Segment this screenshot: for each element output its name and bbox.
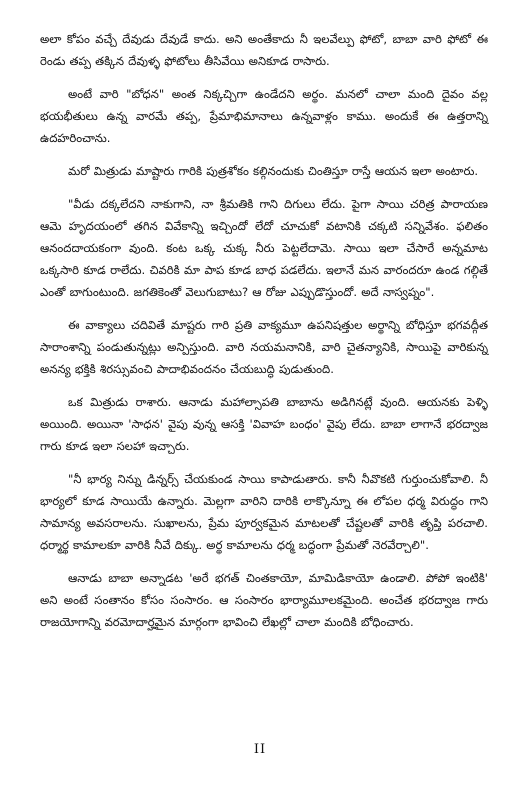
- body-paragraph-2: అంటే వారి "బోధన" అంత నిక్కచ్చిగా ఉండేదని అర్థం. మనలో చాలా మంది దైవం వల్ల భయభీతులు ఉన్న వారమే తప్ప, ప్రేమాభిమానాలు ఉన్నవాళ్లం కాము. అందుకే ఈ ఉత్తరాన్ని ఉదహరించాను.: [40, 87, 488, 145]
- body-paragraph-6: ఒక మిత్రుడు రాశారు. ఆనాడు మహాల్సాపతి బాబాను అడిగినట్లే వుంది. ఆయనకు పెళ్ళి అయింది. అయినా 'సాధన' వైపు వున్న ఆసక్తి 'వివాహ బంధం' వైపు లేదు. బాబా లాగానే భరద్వాజ గారు కూడ ఇలా సలహా ఇచ్చారు.: [40, 395, 488, 453]
- quoted-letter-paragraph-1: "వీడు దక్కలేదని నాకుగాని, నా శ్రీమతికి గాని దిగులు లేదు. పైగా సాయి చరిత్ర పారాయణ ఆమె హృదయంలో తగిన వివేకాన్ని ఇచ్చిందో లేదో చూచుకో వటానికి చక్కటి సన్నివేశం. ఫలితం ఆనందదాయకంగా వుంది. కంట ఒక్క చుక్క నీరు పెట్టలేదామె. సాయి ఇలా చేసారే అన్నమాట ఒక్కసారి కూడ రాలేదు. చివరికి మా పాప కూడ బాధ పడలేదు. ఇలానే మన వారందరూ ఉండ గల్గితే ఎంతో బాగుంటుంది. జగతికెంతో వెలుగుబాటు? ఆ రోజు ఎప్పుడొస్తుందో. అదే నాస్వప్నం".: [40, 197, 488, 299]
- body-paragraph-1: అలా కోపం వచ్చే దేవుడు దేవుడే కాదు. అని అంతేకాదు నీ ఇలవేల్పు ఫోటో, బాబా వారి ఫోటో ఈ రెండు తప్ప తక్కిన దేవుళ్ళ ఫోటోలు తీసివేయి అనికూడ రాసారు.: [40, 32, 488, 68]
- body-paragraph-8: ఆనాడు బాబా అన్నాడట 'అరే భగత్ చింతకాయో, మామిడికాయో ఉండాలి. పోపో ఇంటికి' అని అంటే సంతానం కోసం సంసారం. ఆ సంసారం భార్యామూలకమైంది. అంచేత భరద్వాజ గారు రాజయోగాన్ని వరమోదార్హమైన మార్గంగా భావించి లేఖల్లో చాలా మందికి బోధించారు.: [40, 571, 488, 629]
- quoted-letter-paragraph-2: "నీ భార్య నిన్ను డిన్నర్స్ చేయకుండ సాయి కాపాడుతారు. కానీ నీవొకటి గుర్తుంచుకోవాలి. నీ భార్యలో కూడ సాయియే ఉన్నారు. మెల్లగా వారిని దారికి లాక్కొన్నూ ఈ లోపల ధర్మ విరుద్ధం గాని సామాన్య అవసరాలను. సుఖాలను, ప్రేమ పూర్వకమైన మాటలతో చేష్టలతో వారికి తృప్తి పరచాలి. ధర్మార్థ కామాలకూ వారికి నీవే దిక్కు. అర్థ కామాలను ధర్మ బద్ధంగా ప్రేమతో నెరవేర్చాలి".: [40, 472, 488, 552]
- page-number: II: [253, 742, 267, 757]
- body-paragraph-3: మరో మిత్రుడు మాష్టారు గారికి పుత్రశోకం కల్గినందుకు చింతిస్తూ రాస్తే ఆయన ఇలా అంటారు.: [68, 164, 479, 178]
- body-paragraph-5: ఈ వాక్యాలు చదివితే మాష్టరు గారి ప్రతి వాక్యమూ ఉపనిషత్తుల అర్థాన్ని బోధిస్తూ భగవద్గీత సారాంశాన్ని పండుతున్నట్లు అన్పిస్తుంది. వారి నయమనానికి, వారి చైతన్యానికి, సాయిపై వారికున్న అనన్య భక్తికి శిరస్సువంచి పాదాభివందనం చేయబుద్ధి పుడుతుంది.: [40, 318, 488, 376]
